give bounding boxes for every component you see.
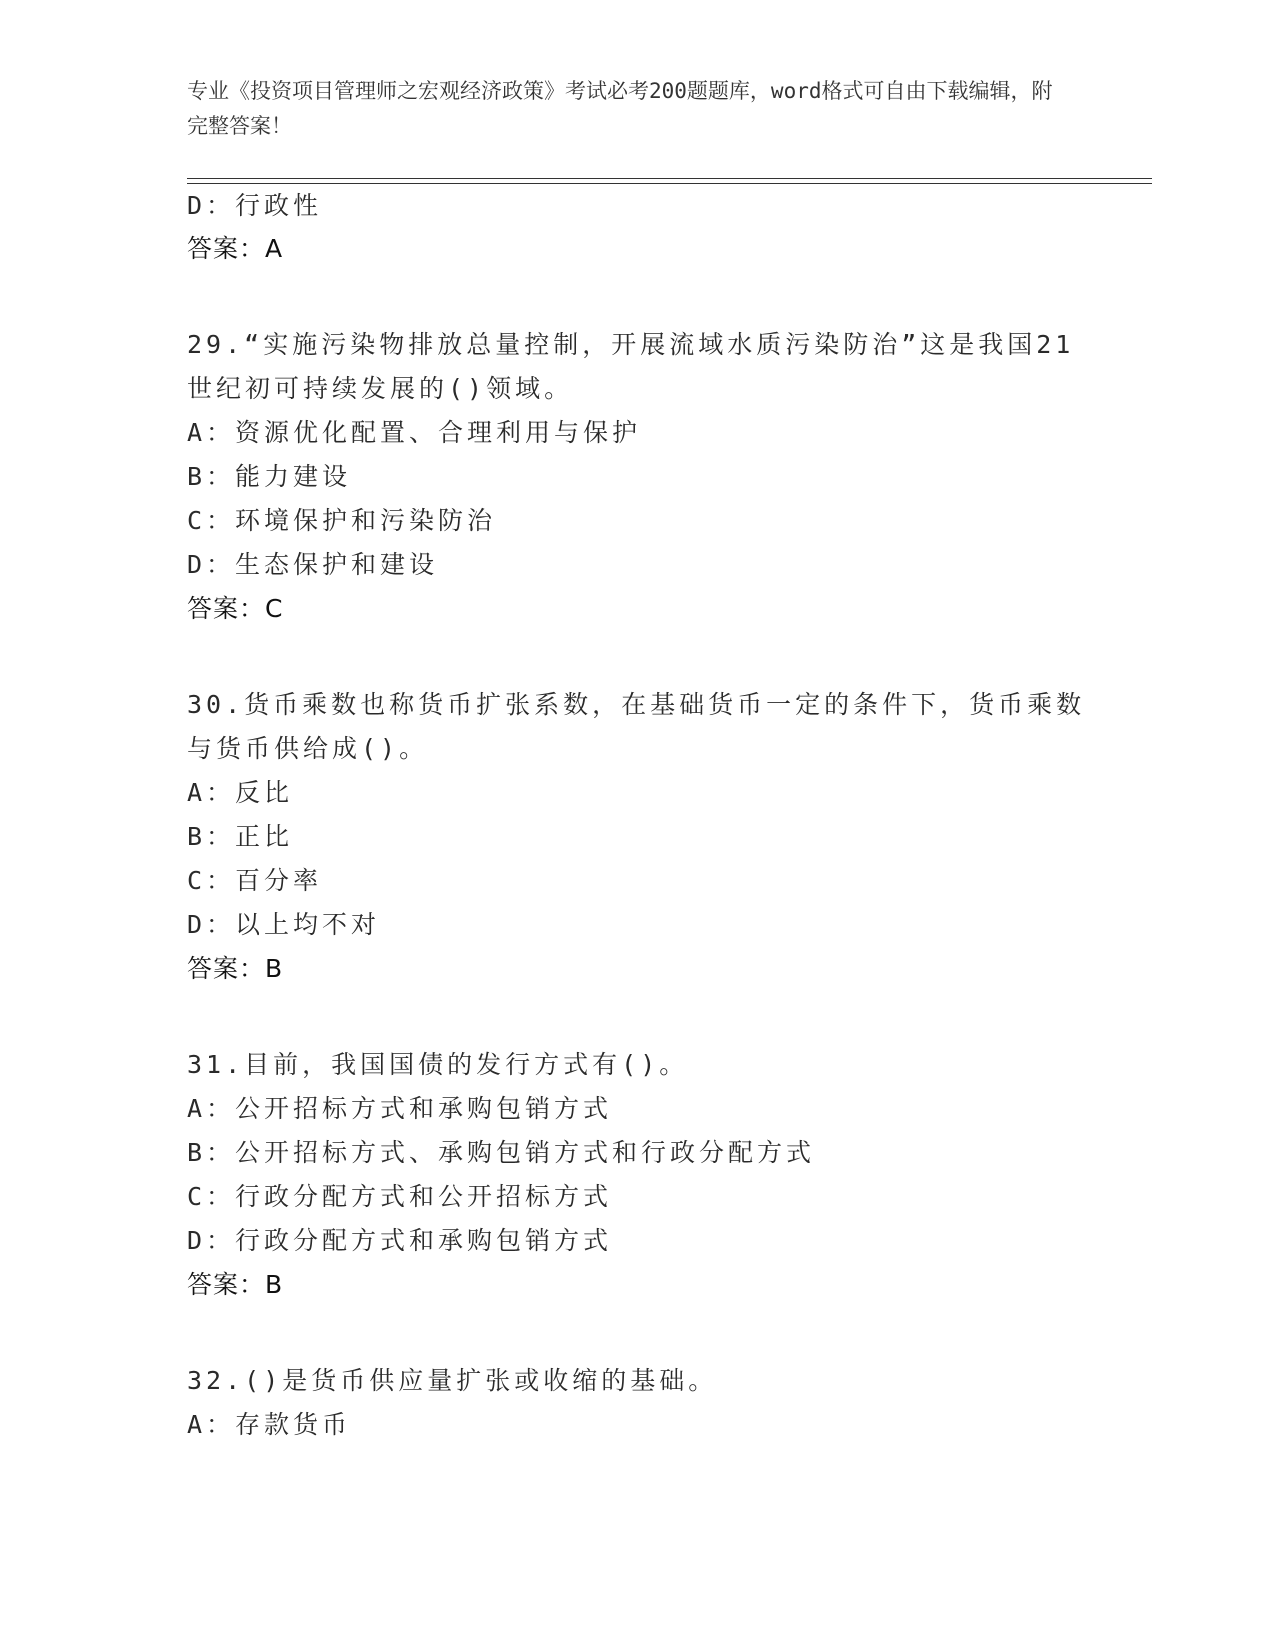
- q29-option-b: B：能力建设: [187, 462, 352, 491]
- q30-option-b: B：正比: [187, 822, 294, 851]
- q32-stem-line1: 32.()是货币供应量扩张或收缩的基础。: [187, 1366, 718, 1395]
- q31-option-c: C：行政分配方式和公开招标方式: [187, 1182, 613, 1211]
- q29-option-a: A：资源优化配置、合理利用与保护: [187, 418, 642, 447]
- q28-answer: 答案：A: [187, 234, 284, 263]
- q29-answer: 答案：C: [187, 594, 284, 623]
- q30-option-a: A：反比: [187, 778, 294, 807]
- header-divider-top: [187, 178, 1152, 179]
- q29-option-c: C：环境保护和污染防治: [187, 506, 497, 535]
- q31-option-d: D：行政分配方式和承购包销方式: [187, 1226, 613, 1255]
- q30-option-d: D：以上均不对: [187, 910, 381, 939]
- q31-answer: 答案：B: [187, 1270, 284, 1299]
- q30-option-c: C：百分率: [187, 866, 323, 895]
- q31-option-a: A：公开招标方式和承购包销方式: [187, 1094, 613, 1123]
- q28-option-d: D：行政性: [187, 191, 323, 220]
- q32-option-a: A：存款货币: [187, 1410, 352, 1439]
- q30-answer: 答案：B: [187, 954, 284, 983]
- q29-stem-line1: 29.“实施污染物排放总量控制，开展流域水质污染防治”这是我国21: [187, 330, 1075, 359]
- q30-stem-line1: 30.货币乘数也称货币扩张系数，在基础货币一定的条件下，货币乘数: [187, 690, 1086, 719]
- q31-option-b: B：公开招标方式、承购包销方式和行政分配方式: [187, 1138, 816, 1167]
- header-divider-bottom: [187, 183, 1152, 184]
- q31-stem-line1: 31.目前，我国国债的发行方式有()。: [187, 1050, 689, 1079]
- document-header: 专业《投资项目管理师之宏观经济政策》考试必考200题题库，word格式可自由下载编辑，附完整答案！: [187, 79, 1053, 138]
- q29-option-d: D：生态保护和建设: [187, 550, 439, 579]
- q30-stem-line2: 与货币供给成()。: [187, 734, 429, 763]
- q29-stem-line2: 世纪初可持续发展的()领域。: [187, 374, 574, 403]
